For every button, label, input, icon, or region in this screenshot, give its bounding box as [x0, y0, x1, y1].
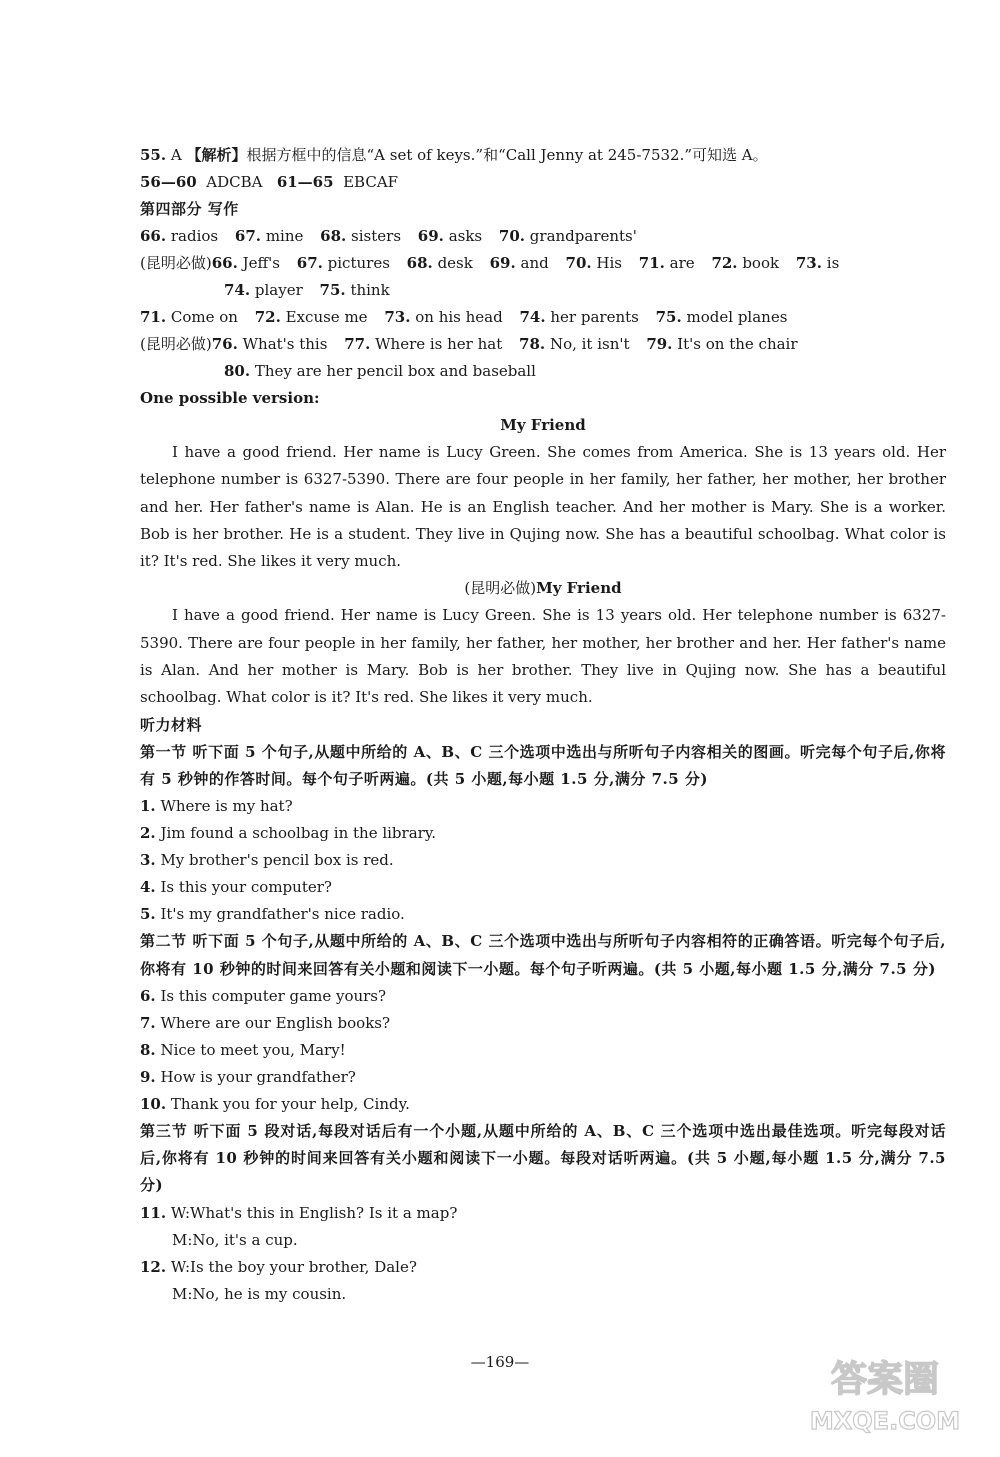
dialogue-woman: W:Is the boy your brother, Dale?	[170, 1257, 417, 1276]
q-number: 9.	[140, 1067, 156, 1086]
answer-value: radios	[170, 227, 219, 245]
possible-version-label: One possible version:	[140, 389, 320, 407]
answer-value: desk	[437, 254, 473, 272]
q-number: 80.	[224, 362, 251, 380]
range-label: 61—65	[276, 173, 334, 191]
answer-value: No, it isn't	[549, 335, 630, 353]
q-number: 72.	[711, 254, 738, 272]
sentence: Where is my hat?	[160, 797, 293, 816]
answer-value: His	[596, 254, 622, 272]
answer-value: sisters	[351, 227, 402, 245]
q-number: 70.	[498, 227, 526, 245]
answer-value: model planes	[686, 308, 788, 326]
answer-value: is	[826, 254, 840, 272]
watermark-logo	[800, 1349, 970, 1439]
q-number: 69.	[489, 254, 516, 272]
list-item	[140, 1010, 946, 1037]
sentence: Where are our English books?	[160, 1013, 391, 1032]
q-number: 71.	[140, 308, 167, 326]
dialogue-woman: W:What's this in English? Is it a map?	[170, 1203, 458, 1222]
q-number: 5.	[140, 905, 156, 924]
sentence: Is this computer game yours?	[160, 986, 387, 1005]
essay-body: I have a good friend. Her name is Lucy Green. She comes from America. She is 13 years old. Her telephone number is 6327-5390. There are four people in her family, her father, her mother, her brother and her. Her father's name is Alan. He is an English teacher. And her mother is Mary. She is a worker. Bob is her brother. He is a student. They live in Qujing now. She has a beautiful schoolbag. What color is it? It's red. She likes it very much.	[140, 443, 946, 571]
q-number: 69.	[417, 227, 444, 245]
kunming-essay-title	[140, 575, 946, 602]
list-item	[140, 874, 946, 901]
q-number: 7.	[140, 1013, 156, 1032]
list-item	[140, 1091, 946, 1118]
answer-value: They are her pencil box and baseball	[254, 362, 536, 380]
q-number: 68.	[320, 227, 347, 245]
answer-value: Where is her hat	[375, 335, 503, 353]
answer-value: and	[520, 254, 549, 272]
q-number: 12.	[140, 1257, 167, 1276]
q-number: 55.	[140, 146, 167, 164]
q-number: 77.	[344, 335, 371, 353]
answer-value: her parents	[550, 308, 639, 326]
q-number: 4.	[140, 878, 156, 897]
kunming-tag: (昆明必做)	[140, 335, 212, 353]
q-number: 66.	[211, 254, 238, 272]
answer-value: It's on the chair	[677, 335, 798, 353]
analysis-text: 根据方框中的信息“A set of keys.”和“Call Jenny at 245-7532.”可知选 A。	[246, 146, 768, 164]
list-item	[140, 901, 946, 928]
q-number: 74.	[224, 281, 251, 299]
essay-title: My Friend	[500, 416, 586, 434]
q-number: 71.	[638, 254, 665, 272]
sentence: Is this your computer?	[160, 878, 332, 897]
kunming-tag: (昆明必做)	[464, 579, 537, 598]
answer-value: grandparents'	[529, 227, 637, 245]
q-number: 66.	[140, 227, 167, 245]
kunming-essay-body: I have a good friend. Her name is Lucy Green. She is 13 years old. Her telephone number is 6327-5390. There are four people in her family, her father, her mother, her brother and her. Her father's name is Alan. And her mother is Mary. Bob is her brother. They live in Qujing now. She has a beautiful schoolbag. What color is it? It's red. She likes it very much.	[140, 606, 946, 707]
kunming-answers-74-75	[140, 277, 946, 304]
svg-text:答案圈: 答案圈	[830, 1359, 940, 1400]
q-number: 78.	[519, 335, 546, 353]
answer-value: player	[254, 281, 303, 299]
range-answers: EBCAF	[343, 173, 399, 191]
section2-heading: 第二节 听下面 5 个句子,从题中所给的 A、B、C 三个选项中选出与所听句子内容相符的正确答语。听完每个句子后,你将有 10 秒钟的时间来回答有关小题和阅读下一小题。每个句子听两遍。(共 5 小题,每小题 1.5 分,满分 7.5 分)	[140, 932, 946, 978]
svg-text:MXQE.COM: MXQE.COM	[809, 1407, 961, 1435]
answer-value: What's this	[242, 335, 328, 353]
q-number: 70.	[565, 254, 592, 272]
q-number: 8.	[140, 1040, 156, 1059]
range-answers: ADCBA	[206, 173, 263, 191]
sentence: It's my grandfather's nice radio.	[160, 905, 405, 924]
kunming-tag: (昆明必做)	[140, 254, 212, 272]
list-item	[140, 820, 946, 847]
q-number: 2.	[140, 824, 156, 843]
page-number: —169—	[470, 1353, 530, 1371]
section3-heading: 第三节 听下面 5 段对话,每段对话后有一个小题,从题中所给的 A、B、C 三个选项中选出最佳选项。听完每段对话后,你将有 10 秒钟的时间来回答有关小题和阅读下一小题。每段对话听两遍。(共 5 小题,每小题 1.5 分,满分 7.5 分)	[140, 1121, 946, 1195]
q-number: 67.	[234, 227, 262, 245]
list-item	[140, 1064, 946, 1091]
sentence: Thank you for your help, Cindy.	[170, 1094, 410, 1113]
sentence: Jim found a schoolbag in the library.	[160, 824, 437, 843]
q-number: 3.	[140, 851, 156, 870]
essay-title: My Friend	[536, 579, 622, 598]
list-item	[140, 983, 946, 1010]
q-number: 73.	[384, 308, 411, 326]
answer-value: Come on	[170, 308, 238, 326]
listening-heading: 听力材料	[140, 715, 203, 734]
answer-value: pictures	[327, 254, 390, 272]
sentence: How is your grandfather?	[160, 1067, 356, 1086]
answer-page	[140, 142, 946, 1308]
analysis-tag: 【解析】	[186, 146, 247, 164]
kunming-answers-76-79	[140, 331, 946, 358]
answer-value: A	[166, 146, 187, 164]
answer-56-65	[140, 169, 946, 196]
q-number: 74.	[519, 308, 546, 326]
q-number: 68.	[406, 254, 433, 272]
answer-value: on his head	[415, 308, 503, 326]
q-number: 1.	[140, 797, 156, 816]
q-number: 73.	[795, 254, 822, 272]
list-item	[140, 793, 946, 820]
sentence: My brother's pencil box is red.	[160, 851, 394, 870]
q-number: 79.	[646, 335, 673, 353]
answer-value: book	[742, 254, 780, 272]
dialogue-line: M:No, it's a cup.	[172, 1230, 298, 1249]
answer-71-75	[140, 304, 946, 331]
q-number: 72.	[254, 308, 281, 326]
answer-value: think	[350, 281, 390, 299]
q-number: 10.	[140, 1094, 167, 1113]
answer-value: Excuse me	[285, 308, 368, 326]
list-item	[140, 847, 946, 874]
q-number: 11.	[140, 1203, 167, 1222]
answer-55	[140, 142, 946, 169]
answer-value: asks	[448, 227, 483, 245]
dialogue-line	[140, 1254, 946, 1281]
dialogue-line: M:No, he is my cousin.	[172, 1284, 347, 1303]
answer-66-70	[140, 223, 946, 250]
kunming-answers-66-73	[140, 250, 946, 277]
q-number: 75.	[319, 281, 346, 299]
part4-heading: 第四部分 写作	[140, 200, 239, 218]
q-number: 75.	[655, 308, 682, 326]
kunming-answer-80	[140, 358, 946, 385]
list-item	[140, 1037, 946, 1064]
q-number: 6.	[140, 986, 156, 1005]
dialogue-line	[140, 1200, 946, 1227]
answer-value: are	[669, 254, 695, 272]
q-number: 67.	[296, 254, 323, 272]
section1-heading: 第一节 听下面 5 个句子,从题中所给的 A、B、C 三个选项中选出与所听句子内容相关的图画。听完每个句子后,你将有 5 秒钟的作答时间。每个句子听两遍。(共 5 小题,每小题 1.5 分,满分 7.5 分)	[140, 742, 946, 788]
answer-value: Jeff's	[242, 254, 280, 272]
sentence: Nice to meet you, Mary!	[160, 1040, 346, 1059]
range-label: 56—60	[140, 173, 197, 191]
answer-value: mine	[265, 227, 304, 245]
q-number: 76.	[211, 335, 238, 353]
